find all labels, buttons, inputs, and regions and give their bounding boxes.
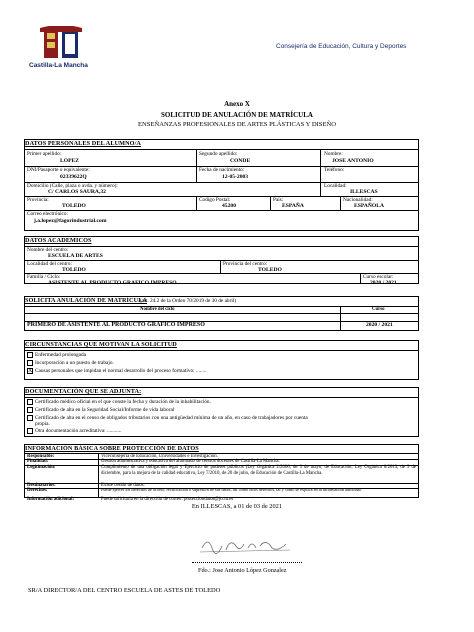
second-surname-field[interactable]: CONDE [230, 158, 251, 164]
cancellation-heading: SOLICITA ANULACIÓN DE MATRÍCULA [25, 297, 147, 304]
checkbox-personal-label: Causas personales que impidan el normal desarrollo del proceso formativo: ........ [35, 368, 207, 374]
name-label: Nombre: [324, 151, 343, 157]
checkbox-social-security-label: Certificado de alta en la Seguridad Social/Informe de vida laboral [35, 407, 175, 413]
school-province-field[interactable]: TOLEDO [258, 267, 282, 273]
dp-responsable-key: Responsable: [27, 454, 55, 459]
logo-text: Castilla-La Mancha [29, 62, 88, 69]
checkbox-other-docs[interactable] [27, 428, 33, 434]
checkbox-job[interactable] [27, 360, 33, 366]
phone-label: Teléfono: [324, 167, 345, 173]
handwritten-signature [196, 530, 296, 558]
academic-data-heading: DATOS ACADEMICOS [25, 237, 92, 244]
birthdate-label: Fecha de nacimiento: [199, 167, 245, 173]
tax-census-label-cont: propia. [35, 421, 50, 427]
dni-field[interactable]: 02339622Q [60, 174, 87, 180]
checkbox-medical-cert-label: Certificado médico oficial en el que conste la fecha y duración de la inhabilitación. [35, 399, 211, 405]
course-value[interactable]: 2020 / 2021 [366, 322, 393, 328]
documentation-heading: DOCUMENTACIÓN QUE SE ADJUNTA: [25, 388, 142, 395]
checkbox-illness[interactable] [27, 352, 33, 358]
dp-finalidad-key: Finalidad: [27, 459, 49, 464]
cycle-col-header: Nombre del ciclo [140, 307, 175, 312]
signer-name: Fdo.: Jose Antonio López Gonzalez [198, 567, 287, 574]
school-locality-field[interactable]: TOLEDO [62, 267, 86, 273]
country-field[interactable]: ESPAÑA [282, 203, 304, 209]
address-label: Domicilio (Calle, plaza o avda. y número): [27, 183, 118, 189]
province-label: Provincia: [27, 197, 49, 203]
dp-derechos-value: Puede ejercer los derechos de acceso, rectificación o supresión de sus datos, así como otros derechos, tal y como se explica en la información adicional. [101, 487, 362, 492]
checkbox-tax-census-label: Certificado de alta en el censo de obligados tributarios con una antigüedad mínima de un año, en caso de trabajadores por cuenta [35, 415, 308, 421]
data-protection-heading: INFORMACIÓN BÁSICA SOBRE PROTECCIÓN DE DATOS [25, 445, 199, 452]
country-label: País: [273, 197, 284, 203]
coat-of-arms-logo [38, 26, 84, 64]
school-year-field[interactable]: 2020 / 2021 [370, 280, 397, 286]
second-surname-label: Segundo apellido: [199, 151, 238, 157]
school-field[interactable]: ESCUELA DE ARTES [48, 253, 103, 259]
first-surname-label: Primer apellido: [27, 151, 62, 157]
checkbox-tax-census[interactable] [27, 415, 33, 421]
checkbox-medical-cert[interactable] [27, 399, 33, 405]
place-date: En ILLESCAS, a 01 de 03 de 2021 [191, 503, 283, 510]
school-locality-label: Localidad del centro: [27, 261, 73, 267]
nationality-label: Nacionalidad: [343, 197, 373, 203]
dp-info-key: Información adicional: [27, 497, 75, 502]
address-field[interactable]: C/ CARLOS SAURA,32 [48, 189, 106, 195]
dp-info-value: Puede solicitarla en la dirección de correo: protecciondatos@jccm.es [101, 497, 234, 502]
page-subtitle: ENSEÑANZAS PROFESIONALES DE ARTES PLÁSTICAS Y DISEÑO [137, 121, 337, 128]
course-col-header: Curso [372, 307, 385, 312]
birthdate-field[interactable]: 12-05-2003 [222, 174, 249, 180]
email-label: Correo electrónico: [27, 211, 69, 217]
department-name: Consejería de Educación, Cultura y Deportes [276, 43, 407, 50]
name-field[interactable]: JOSE ANTONIO [332, 158, 374, 164]
province-field[interactable]: TOLEDO [62, 203, 86, 209]
family-cycle-label: Familia / Ciclo: [27, 274, 61, 280]
locality-field[interactable]: ILLESCAS [350, 189, 378, 195]
locality-label: Localidad: [324, 183, 347, 189]
dp-finalidad-value: Gestión administrativa y educativa del alumnado de centros docentes de Castilla-La Mancha. [101, 459, 280, 464]
personal-data-heading: DATOS PERSONALES DEL ALUMNO/A [25, 140, 141, 147]
school-label: Nombre del centro: [27, 247, 69, 253]
checkbox-illness-label: Enfermedad prolongada [35, 352, 87, 358]
checkbox-personal[interactable]: X [28, 368, 33, 374]
annex-label: Anexo X [224, 100, 250, 108]
circumstances-heading: CIRCUNSTANCIAS QUE MOTIVAN LA SOLICITUD [25, 341, 177, 348]
checkbox-other-docs-label: Otra documentación acreditativa: ........... [35, 428, 122, 434]
dp-responsable-value: Viceconsejería de Educación, Universidades e Investigación. [101, 454, 218, 459]
dni-label: DNI/Pasaporte o equivalente: [27, 167, 90, 173]
checkbox-social-security[interactable] [27, 407, 33, 413]
dp-destinatarios-value: Existe cesión de datos. [101, 483, 145, 488]
nationality-field[interactable]: ESPAÑOLA [354, 203, 385, 209]
school-province-label: Provincia del centro: [223, 261, 268, 267]
checkbox-job-label: Incorporación a un puesto de trabajo. [35, 360, 114, 366]
dp-derechos-key: Derechos: [27, 488, 48, 493]
postal-code-field[interactable]: 45200 [222, 203, 236, 209]
postal-code-label: Codigo Postal: [199, 197, 231, 203]
dp-legitimacion-value: Cumplimiento de una obligación legal y Ejercicio de poderes públicos (Ley Orgánica 2/2006, de 3 de mayo, de Educación; Ley Orgánica 8/2013, de 9 de diciembre, para la mejora de la calidad educativa, Ley 7/2010, de 20 de julio, de Educación de Castilla-La Mancha. [101, 465, 416, 476]
email-field[interactable]: j.a.lopez@fagorindustrial.com [34, 218, 107, 224]
page-title: SOLICITUD DE ANULACIÓN DE MATRÍCULA [161, 111, 313, 119]
dp-legitimacion-key: Legitimación: [27, 465, 56, 470]
family-cycle-field[interactable]: ASISTENTE AL PRODUCTO GRAFICO IMPRESO [48, 280, 177, 286]
dp-destinatarios-key: Destinatarios: [27, 483, 56, 488]
recipient-footer: SR/A DIRECTOR/A DEL CENTRO ESCUELA DE ASTES DE TOLEDO [28, 587, 221, 594]
cycle-value[interactable]: PRIMERO DE ASISTENTE AL PRODUCTO GRAFICO IMPRESO [27, 322, 205, 328]
first-surname-field[interactable]: LOPEZ [60, 158, 79, 164]
signature-line [192, 562, 302, 563]
school-year-label: Curso escolar: [363, 274, 394, 280]
cancellation-note: (art. 24.2 de la Orden 70/2019 de 30 de abril) [140, 298, 237, 304]
